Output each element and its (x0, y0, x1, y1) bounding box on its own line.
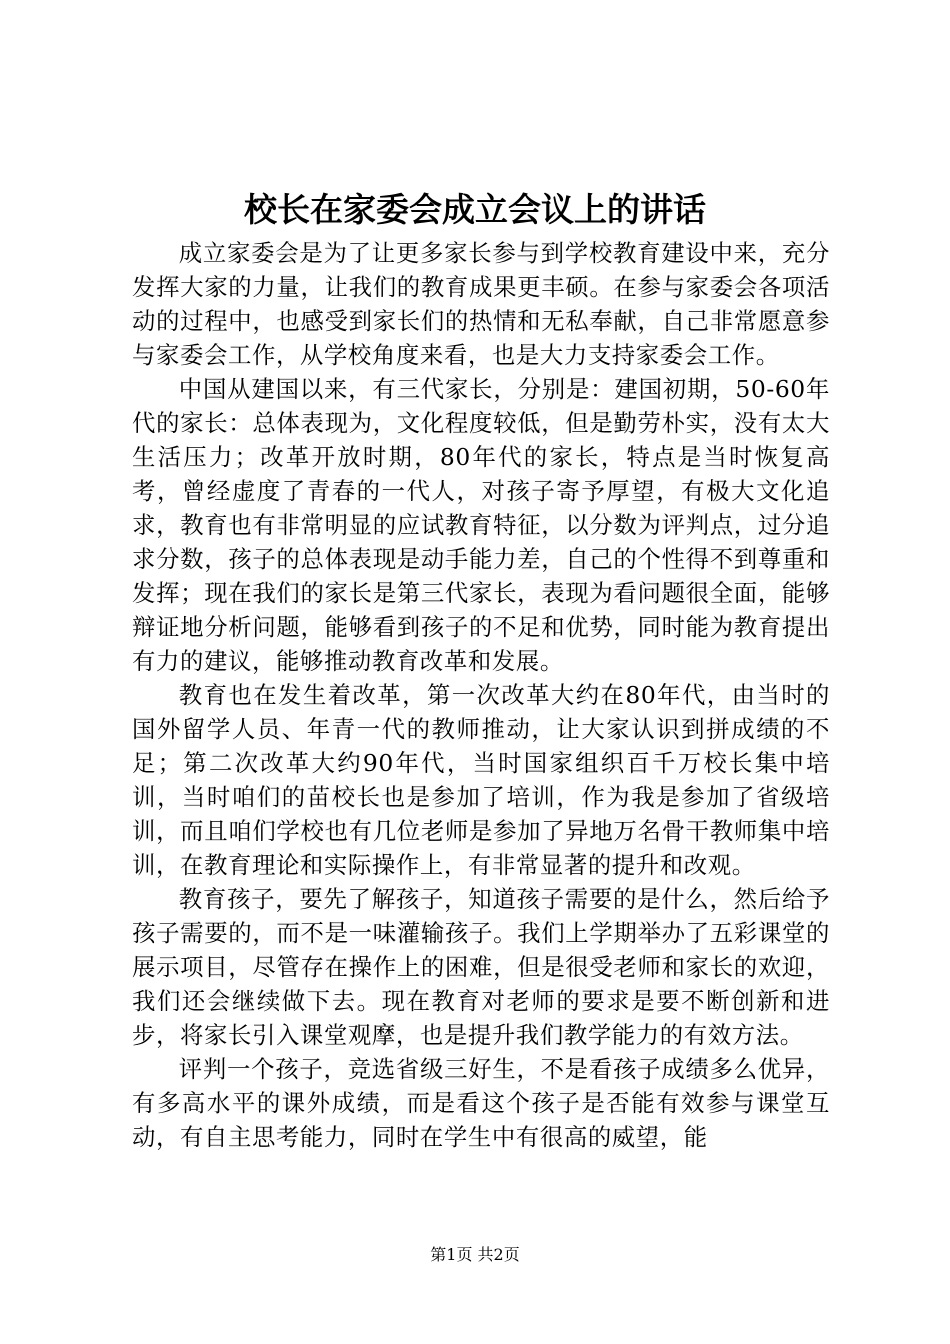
document-body (132, 236, 830, 1154)
paragraph-1: 成立家委会是为了让更多家长参与到学校教育建设中来，充分发挥大家的力量，让我们的教育成果更丰硕。在参与家委会各项活动的过程中，也感受到家长们的热情和无私奉献，自己非常愿意参与家委会工作，从学校角度来看，也是大力支持家委会工作。 (132, 239, 830, 369)
paragraph-2: 中国从建国以来，有三代家长，分别是：建国初期，50-60年代的家长：总体表现为，文化程度较低，但是勤劳朴实，没有太大生活压力；改革开放时期，80年代的家长，特点是当时恢复高考，曾经虚度了青春的一代人，对孩子寄予厚望，有极大文化追求，教育也有非常明显的应试教育特征，以分数为评判点，过分追求分数，孩子的总体表现是动手能力差，自己的个性得不到尊重和发挥；现在我们的家长是第三代家长，表现为看问题很全面，能够辩证地分析问题，能够看到孩子的不足和优势，同时能为教育提出有力的建议，能够推动教育改革和发展。 (132, 375, 830, 675)
document-title: 校长在家委会成立会议上的讲话 (244, 190, 706, 229)
paragraph-3: 教育也在发生着改革，第一次改革大约在80年代，由当时的国外留学人员、年青一代的教师推动，让大家认识到拼成绩的不足；第二次改革大约90年代，当时国家组织百千万校长集中培训，当时咱们的苗校长也是参加了培训，作为我是参加了省级培训，而且咱们学校也有几位老师是参加了异地万名骨干教师集中培训，在教育理论和实际操作上，有非常显著的提升和改观。 (132, 681, 830, 879)
paragraph-5: 评判一个孩子，竞选省级三好生，不是看孩子成绩多么优异，有多高水平的课外成绩，而是看这个孩子是否能有效参与课堂互动，有自主思考能力，同时在学生中有很高的威望，能 (132, 1055, 830, 1151)
page-footer: 第1页 共2页 (430, 1245, 520, 1264)
paragraph-4: 教育孩子，要先了解孩子，知道孩子需要的是什么，然后给予孩子需要的，而不是一味灌输孩子。我们上学期举办了五彩课堂的展示项目，尽管存在操作上的困难，但是很受老师和家长的欢迎，我们还会继续做下去。现在教育对老师的要求是要不断创新和进步，将家长引入课堂观摩，也是提升我们教学能力的有效方法。 (132, 885, 830, 1049)
